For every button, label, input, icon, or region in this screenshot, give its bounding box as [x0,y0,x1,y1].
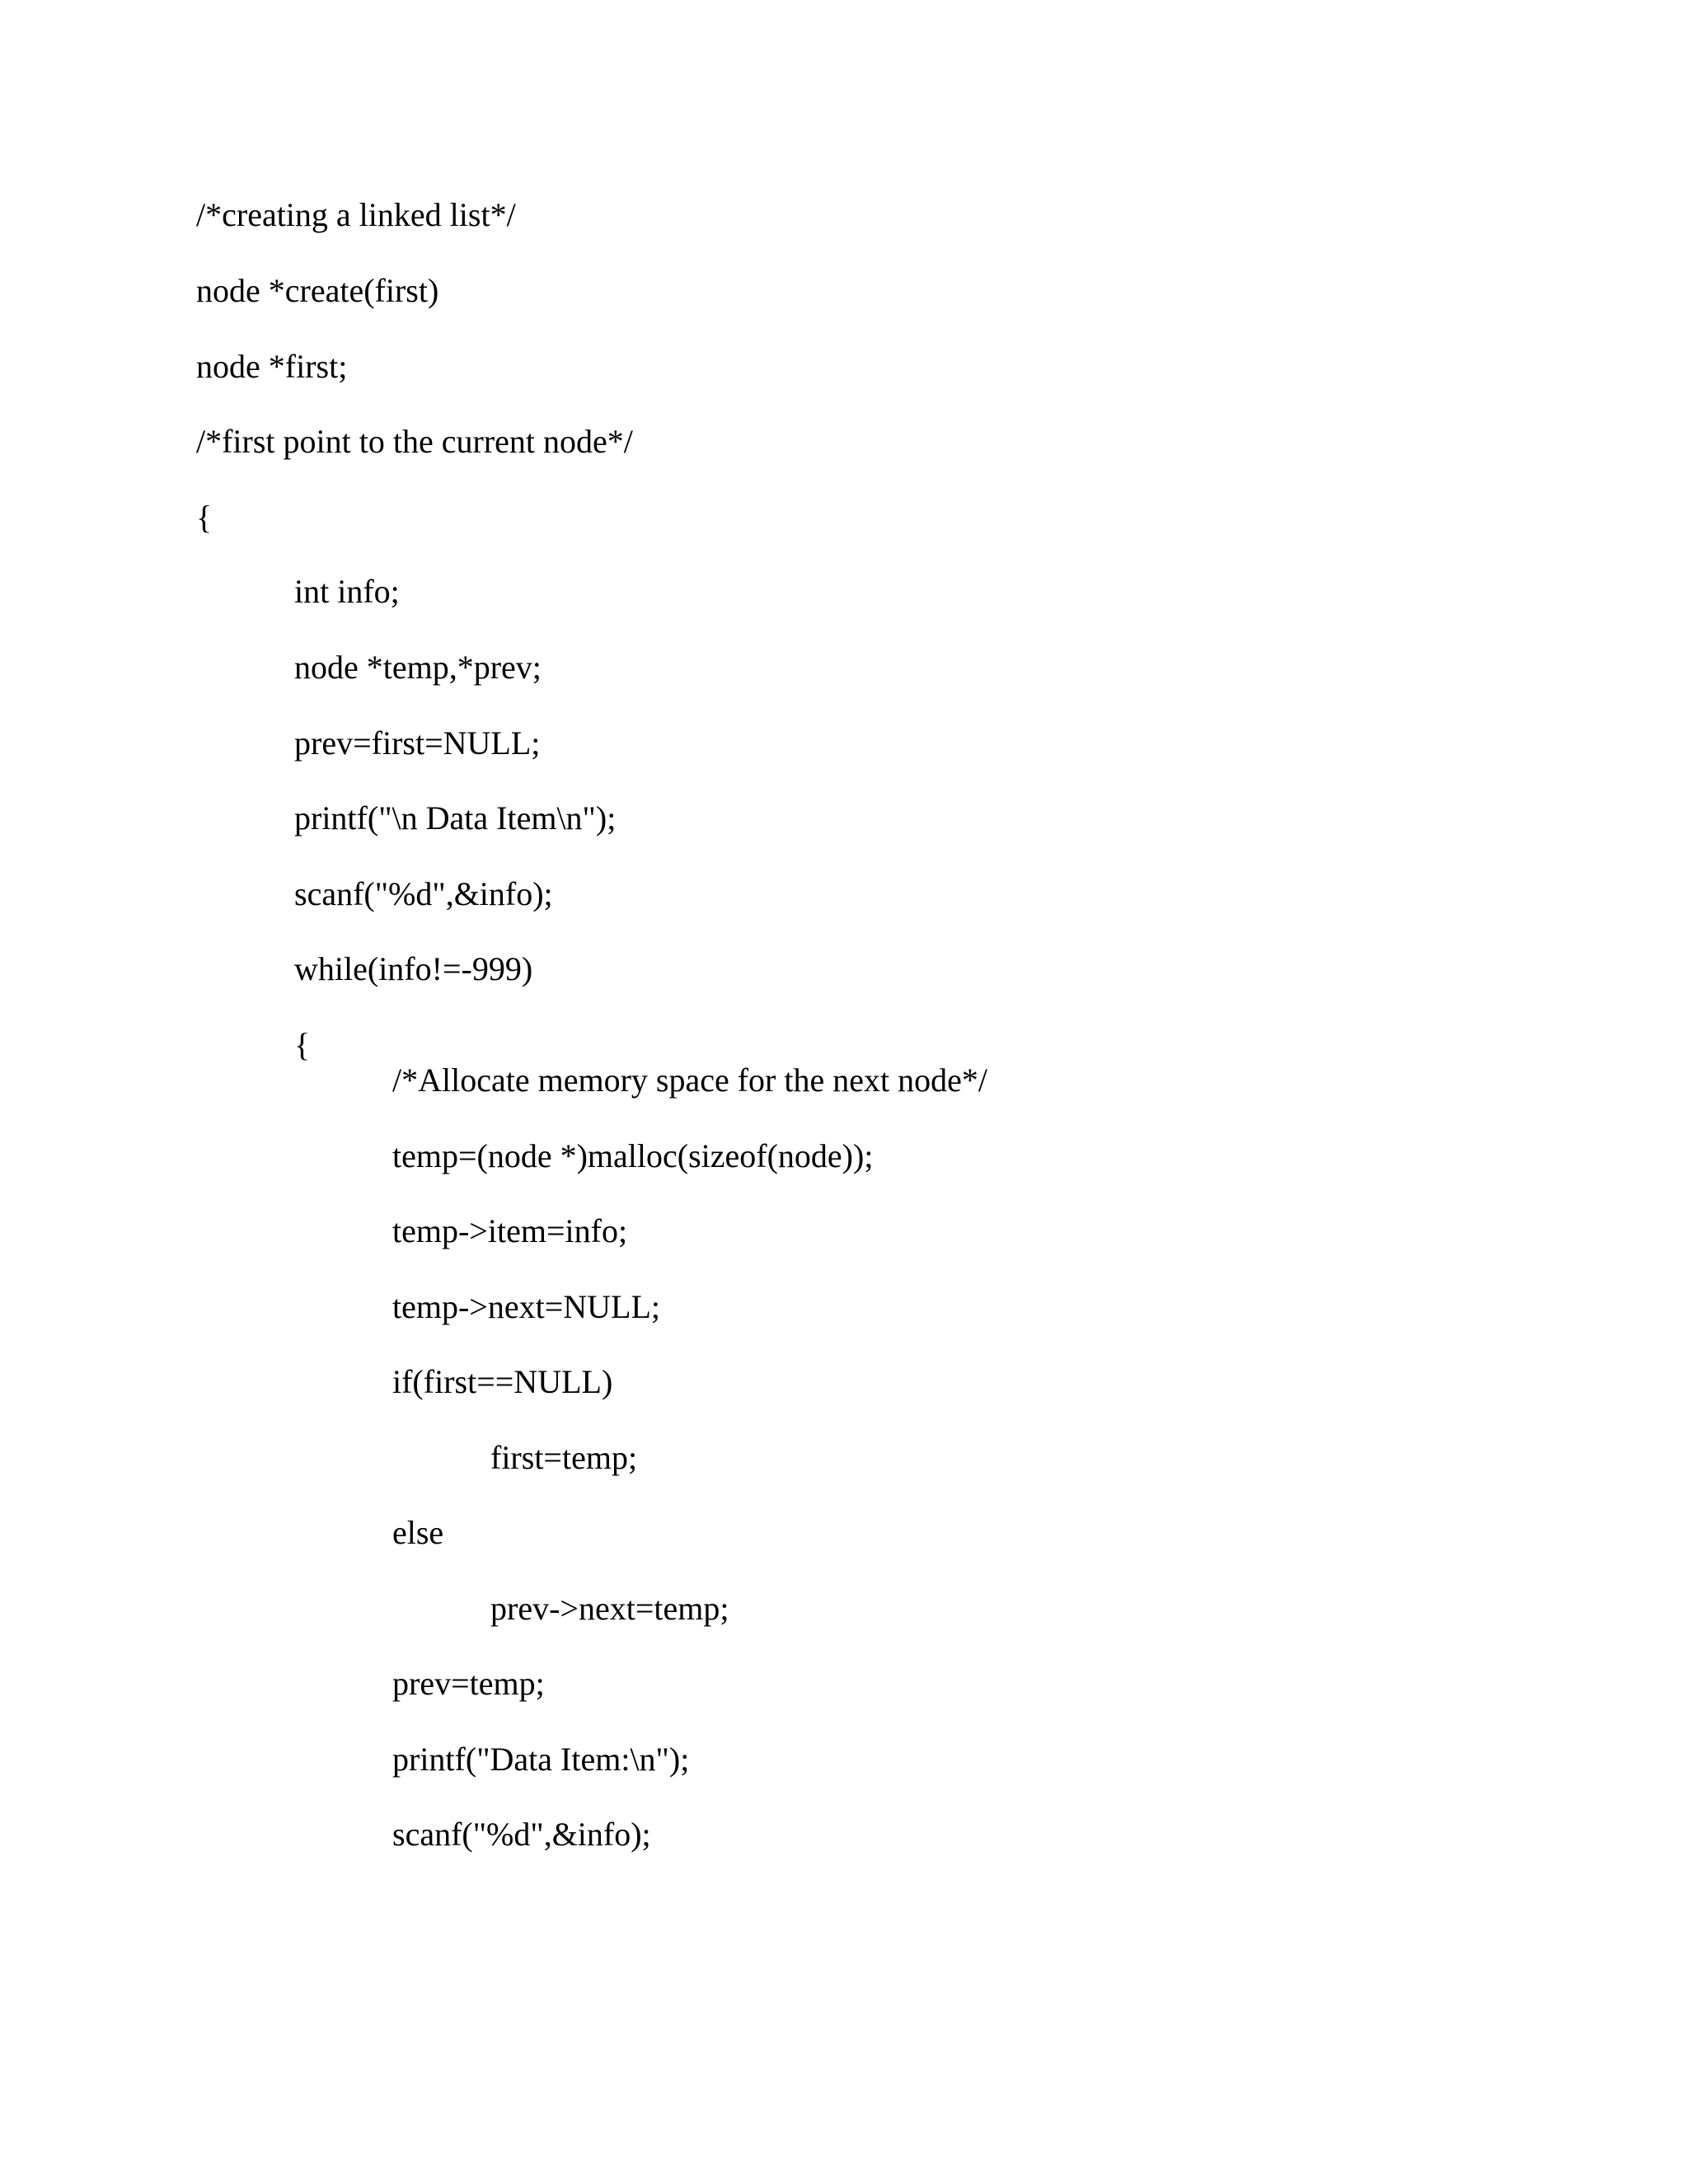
code-line: { [196,499,213,536]
code-line: if(first==NULL) [392,1363,613,1400]
code-line: prev->next=temp; [490,1590,729,1627]
code-line: node *create(first) [196,272,439,309]
code-line: printf("\n Data Item\n"); [294,799,617,837]
code-line: scanf("%d",&info); [392,1816,651,1853]
code-line: /*first point to the current node*/ [196,423,633,460]
code-line: temp->item=info; [392,1212,628,1249]
code-line: prev=temp; [392,1665,545,1702]
code-line: while(info!=-999) [294,950,533,987]
code-line: temp->next=NULL; [392,1288,661,1325]
code-line: first=temp; [490,1439,638,1476]
code-line: node *temp,*prev; [294,649,542,686]
code-line: node *first; [196,348,348,385]
code-line: prev=first=NULL; [294,724,541,762]
code-line: /*creating a linked list*/ [196,196,516,233]
code-line: else [392,1514,444,1551]
code-line: /*Allocate memory space for the next node*/ [392,1062,987,1099]
code-line: scanf("%d",&info); [294,875,553,912]
code-line: { [294,1026,311,1063]
code-line: temp=(node *)malloc(sizeof(node)); [392,1137,874,1174]
code-line: printf("Data Item:\n"); [392,1741,690,1778]
code-line: int info; [294,573,400,610]
